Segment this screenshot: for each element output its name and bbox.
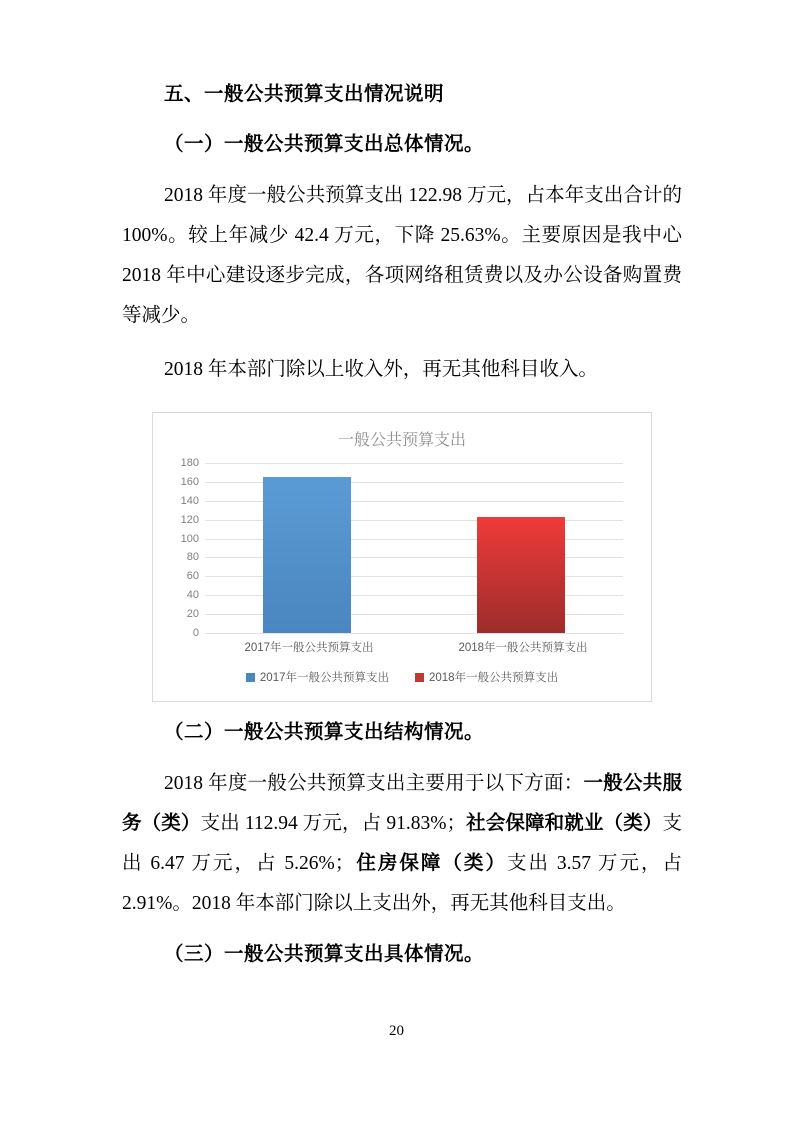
x-category-label: 2018年一般公共预算支出 bbox=[458, 642, 588, 654]
y-tick-label: 80 bbox=[186, 551, 199, 564]
paragraph-3-bold-3: 住房保障（类） bbox=[354, 853, 507, 874]
paragraph-1: 2018 年度一般公共预算支出 122.98 万元，占本年支出合计的 100%。较上年减少 42.4 万元，下降 25.63%。主要原因是我中心 2018 年中心建设逐步完成，各项网络租赁费以及办公设备购置费等减少。 bbox=[122, 185, 682, 326]
chart-plot-area bbox=[180, 457, 623, 639]
subsection-heading-2: （二）一般公共预算支出结构情况。 bbox=[164, 722, 485, 743]
document-body bbox=[122, 78, 682, 986]
gridline bbox=[180, 457, 623, 469]
paragraph-3-text-4: 支出 3.57 万元，占 2.91%。2018 年本部门除以上支出外，再无其他科目支出。 bbox=[122, 853, 682, 914]
section-heading: 五、一般公共预算支出情况说明 bbox=[164, 84, 445, 105]
legend-label: 2018年一般公共预算支出 bbox=[429, 672, 559, 684]
paragraph-3-text-2: 支出 112.94 万元，占 91.83%； bbox=[200, 813, 466, 834]
bar-2017 bbox=[263, 477, 351, 633]
y-tick-label: 120 bbox=[180, 513, 199, 526]
page-number: 20 bbox=[389, 1023, 404, 1039]
y-tick-label: 0 bbox=[192, 627, 199, 639]
legend-swatch-icon bbox=[246, 673, 255, 682]
subsection-heading-1: （一）一般公共预算支出总体情况。 bbox=[164, 134, 485, 155]
y-tick-label: 180 bbox=[180, 457, 199, 469]
x-category-label: 2017年一般公共预算支出 bbox=[244, 642, 374, 654]
y-tick-label: 60 bbox=[186, 570, 199, 583]
paragraph-3 bbox=[122, 764, 682, 924]
legend-label: 2017年一般公共预算支出 bbox=[259, 672, 389, 684]
y-tick-label: 100 bbox=[180, 532, 199, 545]
chart-legend bbox=[153, 669, 651, 685]
paragraph-3-bold-1: 一般公共服务（类） bbox=[122, 773, 682, 834]
y-tick-label: 160 bbox=[180, 475, 199, 488]
legend-item-2017 bbox=[246, 669, 389, 685]
paragraph-3-text-3: 支出 6.47 万元，占 5.26%； bbox=[122, 813, 682, 874]
axis-baseline bbox=[192, 627, 623, 639]
chart-title: 一般公共预算支出 bbox=[337, 432, 466, 449]
paragraph-2: 2018 年本部门除以上收入外，再无其他科目收入。 bbox=[164, 359, 598, 380]
y-tick-label: 140 bbox=[180, 494, 199, 507]
paragraph-spacer bbox=[122, 924, 682, 938]
bar-2018 bbox=[477, 517, 565, 633]
legend-swatch-icon bbox=[415, 673, 424, 682]
y-tick-label: 20 bbox=[186, 608, 199, 621]
expenditure-bar-chart bbox=[152, 412, 652, 702]
paragraph-3-text-1: 2018 年度一般公共预算支出主要用于以下方面： bbox=[164, 773, 584, 794]
subsection-heading-3: （三）一般公共预算支出具体情况。 bbox=[164, 944, 485, 965]
paragraph-spacer bbox=[122, 336, 682, 350]
legend-item-2018 bbox=[415, 669, 558, 685]
paragraph-3-bold-2: 社会保障和就业（类） bbox=[465, 813, 663, 834]
y-tick-label: 40 bbox=[186, 589, 199, 602]
